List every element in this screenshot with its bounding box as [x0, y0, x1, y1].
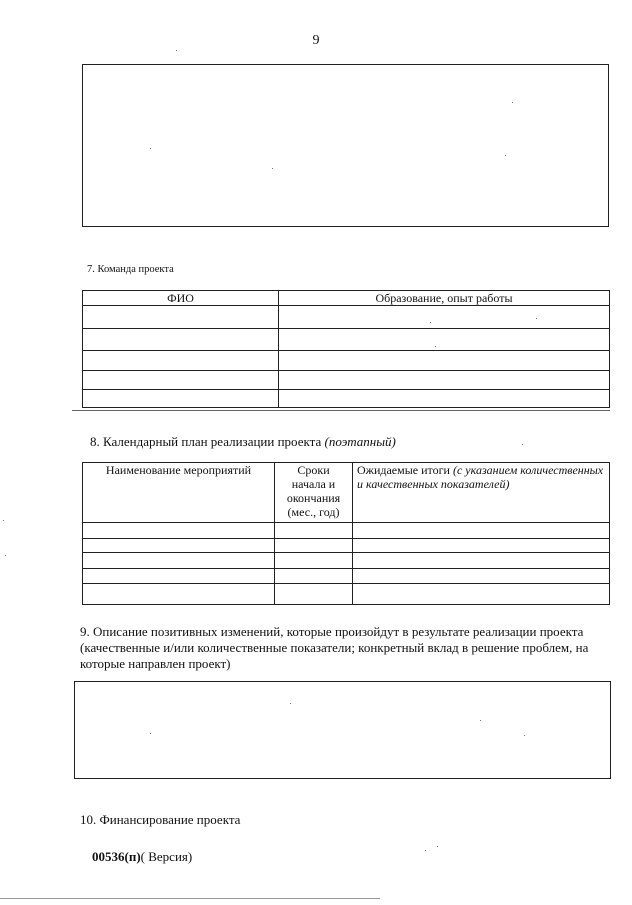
table-cell[interactable]	[275, 569, 353, 584]
table-cell[interactable]	[83, 553, 275, 569]
table-cell[interactable]	[275, 539, 353, 553]
table-row	[83, 569, 610, 584]
scan-speck	[480, 720, 481, 721]
table-row	[83, 390, 610, 408]
scan-speck	[522, 444, 523, 445]
bottom-edge-rule	[0, 898, 380, 899]
table-cell[interactable]	[83, 371, 279, 390]
table-cell[interactable]	[353, 584, 610, 605]
table-cell[interactable]	[279, 329, 610, 351]
table-cell[interactable]	[83, 390, 279, 408]
text-box-previous-section	[82, 64, 609, 227]
table-cell[interactable]	[275, 553, 353, 569]
scan-speck	[437, 846, 438, 847]
table-cell[interactable]	[279, 371, 610, 390]
section-8-heading-italic: (поэтапный)	[324, 434, 396, 449]
table-cell[interactable]	[83, 306, 279, 329]
scan-speck	[150, 148, 151, 149]
team-col-fio: ФИО	[83, 291, 279, 306]
section-7-heading: 7. Команда проекта	[87, 264, 174, 275]
table-row	[83, 306, 610, 329]
scan-speck	[150, 733, 151, 734]
table-cell[interactable]	[353, 523, 610, 539]
plan-col-results-label: Ожидаемые итоги	[357, 463, 453, 477]
plan-col-dates-label: Сроки начала и окончания (мес., год)	[286, 463, 341, 519]
table-cell[interactable]	[83, 584, 275, 605]
table-row	[83, 584, 610, 605]
footer-version-label	[92, 849, 192, 865]
table-cell[interactable]	[83, 351, 279, 371]
table-row	[83, 553, 610, 569]
plan-col-results-note: (с указанием количественных и качественных показателей)	[357, 463, 604, 491]
plan-col-dates	[275, 463, 353, 523]
team-table-header	[83, 291, 610, 306]
section-8-heading	[90, 434, 396, 450]
scan-speck	[290, 703, 291, 704]
scan-speck	[425, 850, 426, 851]
table-cell[interactable]	[275, 523, 353, 539]
scan-speck	[505, 155, 506, 156]
table-cell[interactable]	[353, 539, 610, 553]
table-cell[interactable]	[353, 553, 610, 569]
table-row	[83, 539, 610, 553]
table-underline	[72, 410, 610, 411]
scan-speck	[512, 102, 513, 103]
table-row	[83, 371, 610, 390]
section-8-heading-text: 8. Календарный план реализации проекта	[90, 434, 325, 449]
scan-speck	[524, 735, 525, 736]
table-cell[interactable]	[279, 351, 610, 371]
scan-speck	[176, 50, 177, 51]
table-cell[interactable]	[279, 390, 610, 408]
table-cell[interactable]	[83, 329, 279, 351]
scan-speck	[430, 322, 431, 323]
calendar-plan-table	[82, 462, 610, 605]
text-box-positive-changes	[74, 681, 611, 779]
section-10-heading: 10. Финансирование проекта	[80, 812, 241, 827]
section-9-heading: 9. Описание позитивных изменений, которые произойдут в результате реализации проекта (качественные и/или количественные показатели; конкретный вклад в решение проблем, на которые направлен проект)	[80, 624, 589, 671]
scan-speck	[5, 555, 6, 556]
scan-speck	[536, 318, 537, 319]
scan-speck	[272, 168, 273, 169]
plan-table-header	[83, 463, 610, 523]
table-row	[83, 329, 610, 351]
table-cell[interactable]	[275, 584, 353, 605]
team-col-education: Образование, опыт работы	[279, 291, 610, 306]
footer-version: ( Версия)	[140, 849, 193, 864]
team-table	[82, 290, 610, 408]
plan-col-activities: Наименование мероприятий	[83, 463, 275, 523]
table-cell[interactable]	[279, 306, 610, 329]
scan-speck	[435, 346, 436, 347]
page-number: 9	[312, 33, 320, 48]
table-cell[interactable]	[353, 569, 610, 584]
plan-col-results	[353, 463, 610, 523]
scan-speck	[3, 520, 4, 521]
table-row	[83, 351, 610, 371]
table-row	[83, 523, 610, 539]
table-cell[interactable]	[83, 569, 275, 584]
footer-code: 00536(п)	[92, 849, 141, 864]
table-cell[interactable]	[83, 523, 275, 539]
table-cell[interactable]	[83, 539, 275, 553]
